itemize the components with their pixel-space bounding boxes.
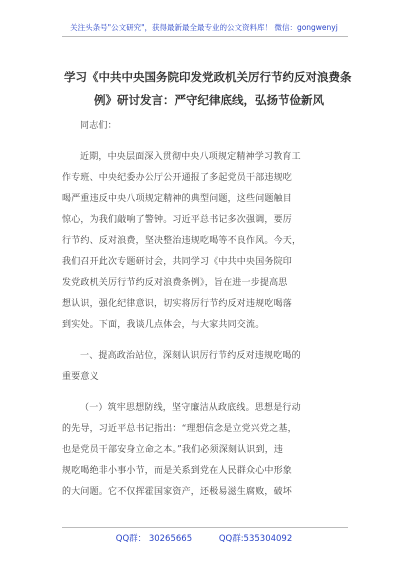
header-banner: 关注头条号"公文研究"，获得最新最全最专业的公文资料库！ 微信：gongwenyj (70, 23, 338, 32)
paragraph-gap (62, 137, 348, 147)
paragraph-line: 近期，中央层面深入贯彻中央八项规定精神学习教育工 (80, 152, 301, 162)
footer-qq-group-2: QQ群:535304092 (218, 534, 293, 544)
paragraph-line: 作专班、中央纪委办公厅公开通报了多起党员干部违规吃 (62, 173, 293, 183)
paragraph-line: 我们召开此次专题研讨会，共同学习《中共中央国务院印 (62, 257, 293, 267)
paragraph-line: 惊心，为我们敲响了警钟。习近平总书记多次强调，要厉 (62, 215, 293, 225)
paragraph-line: 发党政机关厉行节约反对浪费条例》，旨在进一步提高思 (62, 278, 288, 288)
paragraph-2 (62, 398, 348, 503)
document-body (62, 116, 348, 503)
section-heading-1 (62, 346, 348, 388)
paragraph-line: 规吃喝绝非小事小节，而是关系到党在人民群众心中形象 (62, 466, 293, 476)
paragraph-line: 行节约、反对浪费，坚决整治违规吃喝等不良作风。今天， (62, 236, 302, 246)
heading-line: 一、提高政治站位，深刻认识厉行节约反对违规吃喝的 (80, 351, 301, 361)
paragraph-gap (62, 336, 348, 346)
salutation: 同志们： (80, 121, 117, 131)
paragraph-line: 的大问题。它不仅挥霍国家资产，还极易滋生腐败，破坏 (62, 487, 293, 497)
header-divider (62, 36, 348, 37)
paragraph-line: 喝严重违反中央八项规定精神的典型问题，这些问题触目 (62, 194, 293, 204)
title-line-1: 学习《中共中央国务院印发党政机关厉行节约反对浪费条 (64, 70, 352, 84)
heading-line: 重要意义 (62, 372, 99, 382)
paragraph-line: 的先导，习近平总书记指出：“理想信念是立党兴党之基， (62, 424, 297, 434)
paragraph-line: 想认识，强化纪律意识，切实将厉行节约反对违规吃喝落 (62, 299, 293, 309)
paragraph-line: 到实处。下面，我谈几点体会，与大家共同交流。 (62, 320, 265, 330)
footer-qq-group-1: QQ群： 30265665 (115, 534, 193, 544)
paragraph-line: 也是党员干部安身立命之本。”我们必须深刻认识到，违 (62, 445, 284, 455)
paragraph-line: （一）筑牢思想防线，坚守廉洁从政底线。思想是行动 (80, 403, 301, 413)
title-line-2: 例》研讨发言：严守纪律底线，弘扬节俭新风 (94, 93, 324, 107)
paragraph-1 (62, 147, 348, 336)
footer (0, 532, 408, 544)
footer-divider (62, 527, 348, 528)
paragraph-gap (62, 388, 348, 398)
document-title (64, 66, 352, 112)
